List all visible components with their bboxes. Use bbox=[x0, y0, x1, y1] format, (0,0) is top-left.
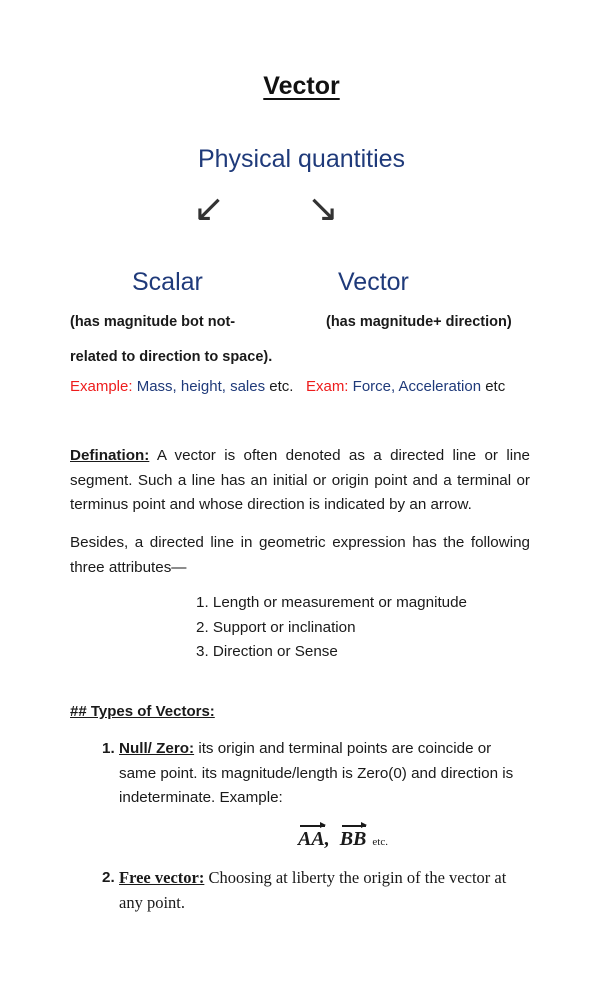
scalar-example-label: Example: bbox=[70, 378, 133, 395]
vector-example-label: Exam: bbox=[305, 378, 349, 395]
type-text: Choosing at liberty the origin of the vector at any point. bbox=[119, 868, 507, 912]
type-item-null bbox=[102, 737, 532, 811]
scalar-example-items: Mass, height, sales bbox=[132, 378, 266, 395]
definition-label: Defination: bbox=[70, 447, 150, 464]
type-number: 1. bbox=[102, 740, 115, 757]
examples-line bbox=[70, 378, 505, 395]
page-title-text: Vector bbox=[263, 72, 340, 100]
type-text: its origin and terminal points are coincide or same point. its magnitude/length is Zero(0) and direction is indeterminate. Example: bbox=[119, 740, 514, 806]
attribute-item: 1. Length or measurement or magnitude bbox=[196, 594, 468, 611]
attribute-item: 3. Direction or Sense bbox=[196, 643, 338, 660]
scalar-example-suffix: etc. bbox=[265, 378, 294, 395]
null-vector-example bbox=[298, 824, 388, 851]
vector-example-items: Force, Acceleration bbox=[348, 378, 482, 395]
besides-paragraph: Besides, a directed line in geometric expression has the following three attributes— bbox=[70, 534, 530, 576]
type-body bbox=[119, 737, 532, 811]
arrow-down-left-icon: ↙ bbox=[193, 188, 225, 230]
type-label: Null/ Zero: bbox=[119, 740, 195, 757]
type-label: Free vector: bbox=[119, 868, 205, 887]
type-item-free bbox=[102, 866, 532, 915]
scalar-note-line2: related to direction to space). bbox=[70, 349, 273, 365]
types-of-vectors-heading: ## Types of Vectors: bbox=[70, 703, 215, 720]
type-body bbox=[119, 866, 532, 915]
attribute-item: 2. Support or inclination bbox=[196, 618, 356, 636]
arrow-down-right-icon: ↘ bbox=[307, 188, 339, 230]
scalar-heading: Scalar bbox=[132, 268, 203, 296]
type-number: 2. bbox=[102, 869, 115, 886]
etc-text: etc. bbox=[372, 836, 388, 848]
page-title bbox=[0, 72, 603, 101]
definition-paragraph bbox=[70, 444, 530, 518]
vector-bb: BB bbox=[340, 824, 367, 851]
vector-separator: , bbox=[324, 828, 340, 850]
scalar-note-line1: (has magnitude bot not- bbox=[70, 314, 236, 330]
vector-example-suffix: etc bbox=[481, 378, 506, 395]
attributes-list bbox=[196, 591, 467, 665]
vector-note: (has magnitude+ direction) bbox=[326, 314, 512, 330]
definition-text: A vector is often denoted as a directed line or line segment. Such a line has an initial or origin point and a terminal or terminus point and whose direction is indicated by an arrow. bbox=[70, 447, 530, 513]
physical-quantities-heading: Physical quantities bbox=[197, 145, 406, 173]
vector-heading: Vector bbox=[338, 268, 409, 296]
vector-aa: AA bbox=[298, 824, 325, 851]
